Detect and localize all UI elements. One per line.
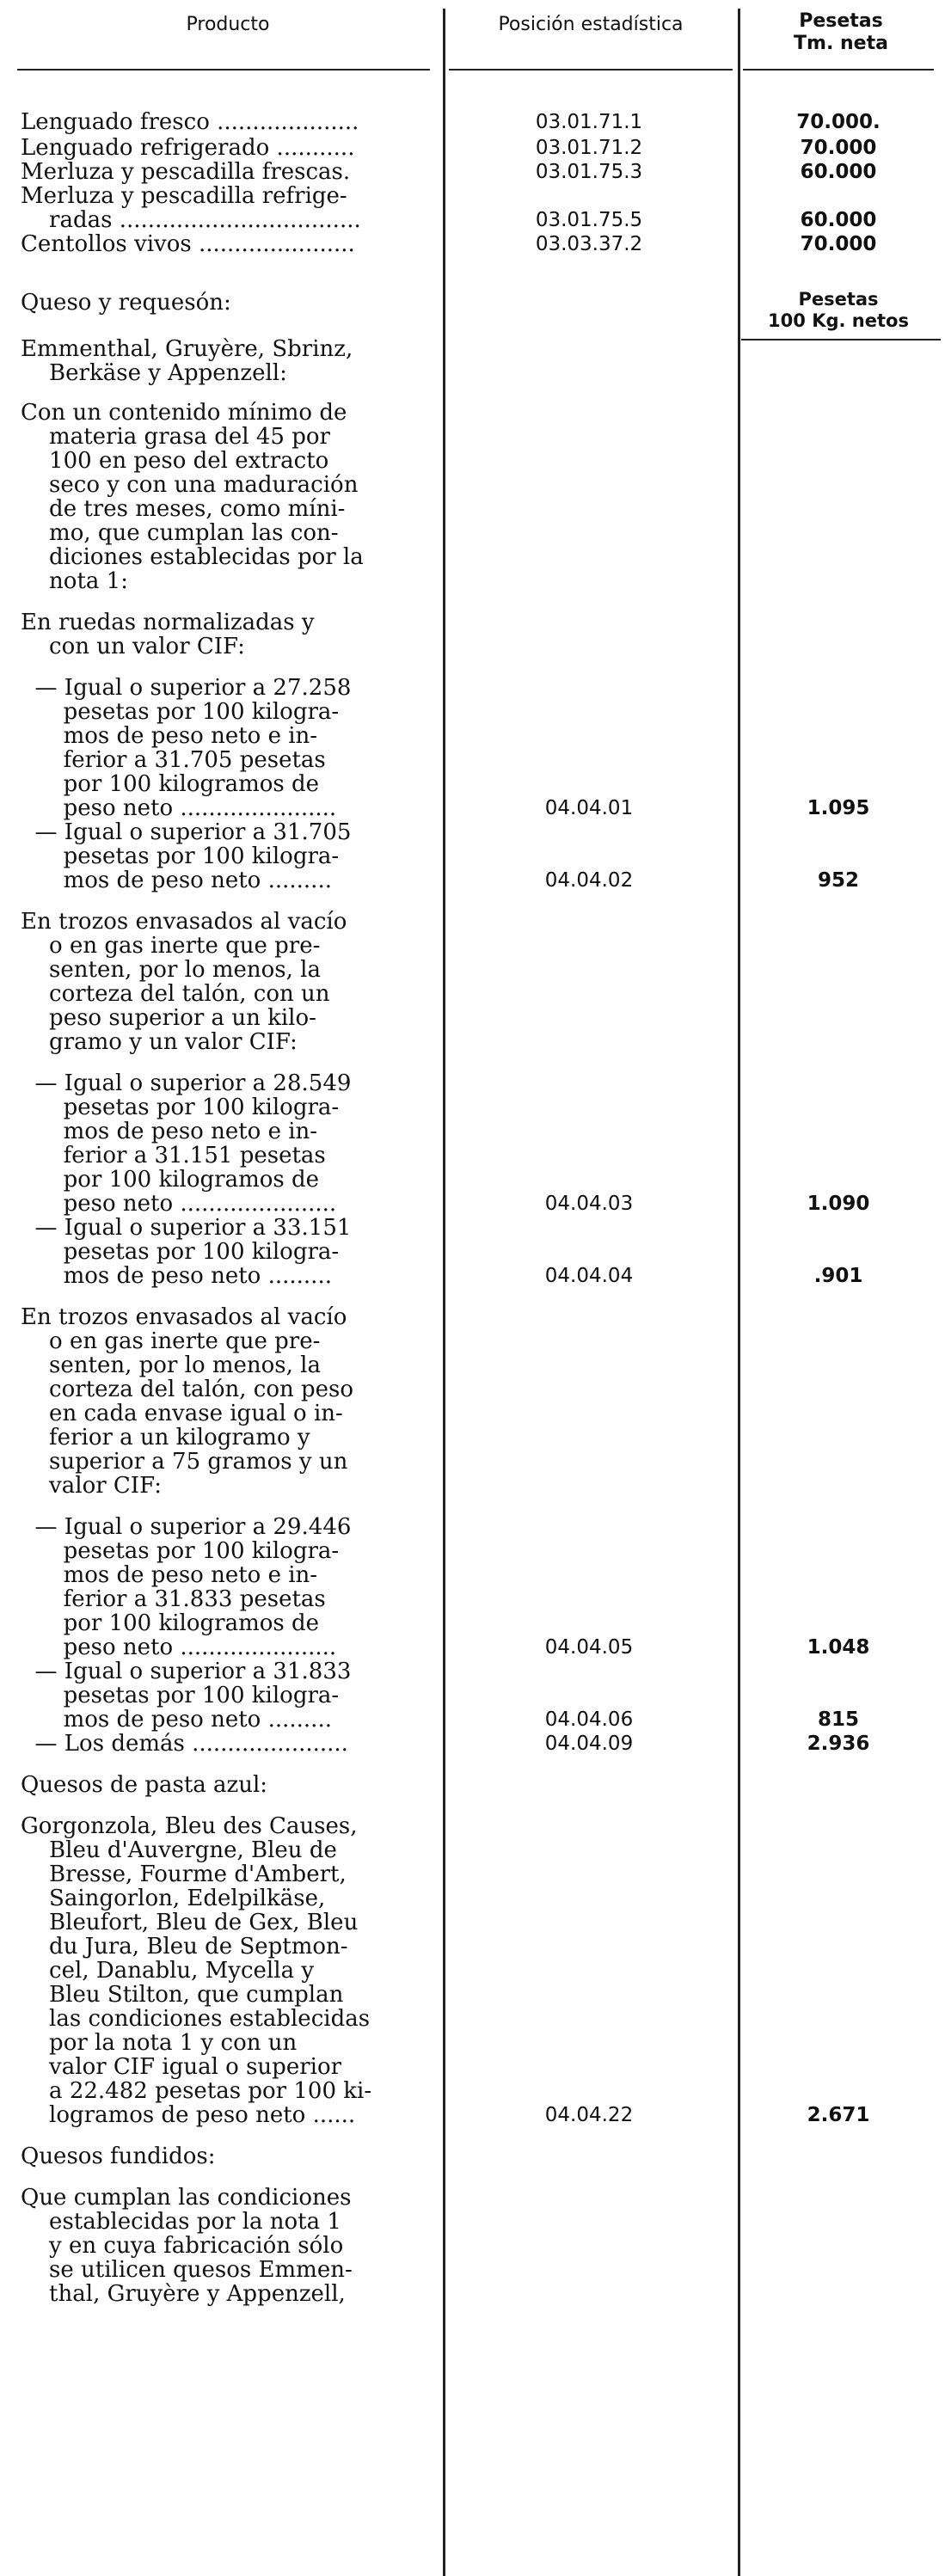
row-value: 60.000: [800, 209, 877, 231]
row-text: mos de peso neto .........: [21, 1707, 332, 1733]
row-value: 70.000: [800, 233, 877, 255]
header-producto: Producto: [186, 14, 270, 35]
row-value: 1.048: [807, 1636, 870, 1659]
row-text: superior a 75 gramos y un: [21, 1449, 348, 1475]
row-text: por la nota 1 y con un: [21, 2030, 298, 2056]
row-text: Merluza y pescadilla refrige-: [21, 183, 347, 209]
row-text: mo, que cumplan las con-: [21, 520, 339, 546]
row-text: Que cumplan las condiciones: [21, 2185, 352, 2211]
row-code: 04.04.02: [544, 869, 634, 892]
row-text: se utilicen quesos Emmen-: [21, 2257, 353, 2283]
subheader-100kg: 100 Kg. netos: [768, 310, 909, 331]
row-text: Emmenthal, Gruyère, Sbrinz,: [21, 336, 353, 362]
header-rule-3: [743, 69, 934, 71]
header-rule-1: [17, 69, 430, 71]
row-text: Berkäse y Appenzell:: [21, 360, 287, 386]
row-text: senten, por lo menos, la: [21, 957, 321, 983]
row-code: 04.04.22: [544, 2104, 634, 2126]
row-text: las condiciones establecidas: [21, 2006, 371, 2032]
row-text: corteza del talón, con un: [21, 981, 330, 1007]
row-text: nota 1:: [21, 568, 128, 594]
row-value: 2.936: [807, 1733, 870, 1755]
row-text: 100 en peso del extracto: [21, 448, 329, 474]
row-text: mos de peso neto e in-: [21, 723, 318, 749]
row-text: senten, por lo menos, la: [21, 1352, 321, 1378]
row-text: peso superior a un kilo-: [21, 1005, 316, 1031]
row-text: Centollos vivos ......................: [21, 231, 355, 257]
row-code: 03.03.37.2: [535, 233, 643, 255]
row-text: y en cuya fabricación sólo: [21, 2233, 344, 2259]
row-text: En trozos envasados al vacío: [21, 1304, 347, 1330]
row-text: du Jura, Bleu de Septmon-: [21, 1934, 348, 1960]
row-text: — Igual o superior a 31.833: [21, 1659, 352, 1684]
row-value: 70.000.: [796, 111, 881, 133]
row-text: a 22.482 pesetas por 100 ki-: [21, 2078, 372, 2104]
row-code: 03.01.75.3: [535, 161, 643, 183]
row-text: ferior a 31.833 pesetas: [21, 1586, 326, 1612]
header-pesetas: Pesetas: [799, 10, 883, 32]
row-text: mos de peso neto .........: [21, 1263, 332, 1289]
row-text: — Igual o superior a 29.446: [21, 1514, 352, 1540]
row-code: 04.04.03: [544, 1193, 634, 1215]
row-code: 04.04.04: [544, 1265, 634, 1287]
column-divider-1: [443, 9, 445, 2576]
row-text: Bleu d'Auvergne, Bleu de: [21, 1837, 337, 1863]
row-text: valor CIF:: [21, 1473, 162, 1499]
header-posicion: Posición estadística: [498, 14, 684, 35]
row-text: o en gas inerte que pre-: [21, 933, 321, 959]
row-text: Bleu Stilton, que cumplan: [21, 1982, 344, 2008]
row-text: logramos de peso neto ......: [21, 2102, 356, 2128]
row-text: — Igual o superior a 28.549: [21, 1070, 352, 1096]
row-text: por 100 kilogramos de: [21, 1610, 320, 1636]
row-code: 03.01.71.1: [535, 111, 643, 133]
row-value: .901: [813, 1265, 863, 1287]
row-text: Quesos de pasta azul:: [21, 1772, 268, 1798]
header-tm-neta: Tm. neta: [794, 33, 888, 54]
row-text: peso neto ......................: [21, 1635, 337, 1660]
row-text: establecidas por la nota 1: [21, 2209, 341, 2235]
row-text: Merluza y pescadilla frescas.: [21, 159, 351, 185]
row-text: ferior a 31.151 pesetas: [21, 1143, 326, 1168]
row-value: 1.095: [807, 797, 870, 819]
column-divider-2: [738, 9, 740, 2576]
row-text: o en gas inerte que pre-: [21, 1328, 321, 1354]
row-text: — Igual o superior a 31.705: [21, 819, 352, 845]
row-value: 952: [817, 869, 859, 892]
row-text: En trozos envasados al vacío: [21, 909, 347, 935]
row-text: por 100 kilogramos de: [21, 771, 320, 797]
row-text: ferior a 31.705 pesetas: [21, 747, 326, 773]
row-text: valor CIF igual o superior: [21, 2054, 342, 2080]
subheader-pesetas: Pesetas: [798, 289, 879, 310]
row-code: 04.04.05: [544, 1636, 634, 1659]
row-text: pesetas por 100 kilogra-: [21, 1683, 340, 1708]
row-text: Lenguado fresco ....................: [21, 109, 359, 135]
row-text: corteza del talón, con peso: [21, 1377, 354, 1402]
row-text: cel, Danablu, Mycella y: [21, 1958, 315, 1984]
row-text: Quesos fundidos:: [21, 2144, 216, 2169]
row-text: gramo y un valor CIF:: [21, 1029, 298, 1055]
row-text: Saingorlon, Edelpilkäse,: [21, 1886, 326, 1911]
row-text: en cada envase igual o in-: [21, 1401, 343, 1426]
row-code: 04.04.01: [544, 797, 634, 819]
row-value: 2.671: [807, 2104, 870, 2126]
row-value: 815: [817, 1708, 859, 1731]
row-text: pesetas por 100 kilogra-: [21, 1239, 340, 1265]
row-code: 03.01.75.5: [535, 209, 643, 231]
row-text: mos de peso neto e in-: [21, 1119, 318, 1144]
row-text: seco y con una maduración: [21, 472, 359, 498]
row-text: ferior a un kilogramo y: [21, 1425, 310, 1451]
row-text: por 100 kilogramos de: [21, 1167, 320, 1193]
row-value: 60.000: [800, 161, 877, 183]
row-code: 03.01.71.2: [535, 137, 643, 159]
row-text: Bresse, Fourme d'Ambert,: [21, 1861, 347, 1887]
row-text: mos de peso neto .........: [21, 868, 332, 893]
row-value: 70.000: [800, 137, 877, 159]
row-text: pesetas por 100 kilogra-: [21, 699, 340, 725]
row-text: Bleufort, Bleu de Gex, Bleu: [21, 1910, 359, 1935]
header-rule-2: [449, 69, 733, 71]
row-text: — Igual o superior a 27.258: [21, 675, 352, 701]
row-text: pesetas por 100 kilogra-: [21, 1538, 340, 1564]
row-text: materia grasa del 45 por: [21, 424, 330, 450]
subheader-rule: [741, 339, 941, 340]
row-text: thal, Gruyère y Appenzell,: [21, 2281, 346, 2307]
row-text: de tres meses, como míni-: [21, 496, 346, 522]
row-text: diciones establecidas por la: [21, 544, 364, 570]
row-value: 1.090: [807, 1193, 870, 1215]
row-text: Queso y requesón:: [21, 290, 231, 316]
row-text: — Los demás ......................: [21, 1731, 348, 1757]
row-text: Gorgonzola, Bleu des Causes,: [21, 1813, 358, 1839]
row-text: radas ..................................: [21, 207, 361, 233]
row-text: Lenguado refrigerado ...........: [21, 135, 355, 161]
row-text: con un valor CIF:: [21, 634, 245, 659]
row-text: pesetas por 100 kilogra-: [21, 843, 340, 869]
row-code: 04.04.09: [544, 1733, 634, 1755]
row-code: 04.04.06: [544, 1708, 634, 1731]
row-text: En ruedas normalizadas y: [21, 610, 315, 635]
row-text: — Igual o superior a 33.151: [21, 1215, 352, 1241]
row-text: peso neto ......................: [21, 1191, 337, 1217]
row-text: peso neto ......................: [21, 795, 337, 821]
row-text: Con un contenido mínimo de: [21, 400, 347, 426]
row-text: pesetas por 100 kilogra-: [21, 1095, 340, 1120]
row-text: mos de peso neto e in-: [21, 1562, 318, 1588]
